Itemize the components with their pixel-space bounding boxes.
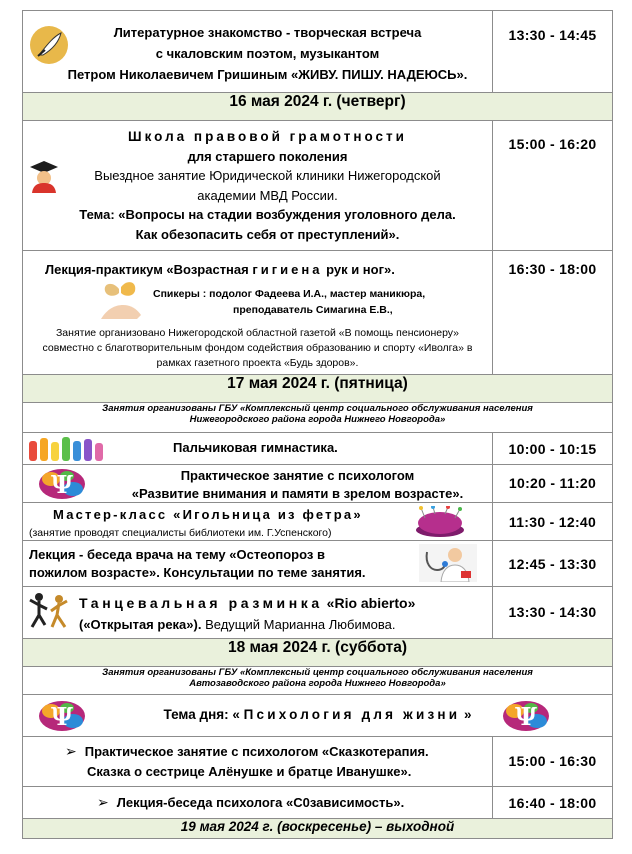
event-line: Практическое занятие с психологом «Сказкотерапия. (84, 744, 429, 759)
organizer-row-17 (23, 403, 613, 433)
note-line: Занятие организовано Нижегородской областной газетой «В помощь пенсионеру» (55, 327, 460, 339)
event-title: Школа правовой грамотности (128, 129, 407, 144)
event-description (23, 737, 493, 787)
note-line: совместно с благотворительным фондом содействия образованию и спорту «Иволга» в (42, 342, 473, 354)
raised-hands-icon (27, 435, 111, 461)
organizer-line: Автозаводского района города Нижнего Новгорода» (189, 678, 446, 689)
time-text: 13:30 - 14:30 (508, 604, 597, 620)
day-header-16 (23, 93, 613, 121)
event-time (493, 787, 613, 819)
day-header-17 (23, 375, 613, 403)
day-title (23, 639, 613, 667)
event-time (493, 541, 613, 587)
event-description (23, 11, 493, 93)
event-row-master-class (23, 503, 613, 541)
event-line-part: («Открытая река»). (79, 617, 202, 632)
event-description (23, 465, 493, 503)
organizer-line: Нижегородского района города Нижнего Новгорода» (189, 414, 446, 425)
event-row-finger-gymnastics (23, 433, 613, 465)
event-row-legal-school (23, 121, 613, 251)
event-description (23, 587, 493, 639)
speaker-line: преподаватель Симагина Е.В., (233, 304, 393, 316)
event-time (493, 503, 613, 541)
event-time (493, 121, 613, 251)
event-title: Лекция-беседа психолога «С0зависимость». (116, 795, 405, 810)
event-line: «Развитие внимания и памяти в зрелом возрасте». (131, 485, 464, 501)
day-title-text: 16 мая 2024 г. (четверг) (229, 93, 406, 110)
footer-text (23, 819, 613, 839)
event-description (23, 541, 493, 587)
event-row-literary-meeting (23, 11, 613, 93)
time-text: 12:45 - 13:30 (508, 556, 597, 572)
bullet-arrow-icon: ➢ (97, 794, 109, 810)
event-title (45, 262, 395, 277)
psi-icon (501, 699, 551, 733)
speaker-line: Спикеры : подолог Фадеева И.А., мастер маникюра, (153, 288, 426, 300)
event-title: Пальчиковая гимнастика. (173, 440, 338, 455)
note-line: рамках газетного проекта «Будь здоров». (156, 357, 359, 369)
svg-text:Ψ: Ψ (515, 702, 537, 731)
organizer-text (23, 403, 613, 433)
time-text: 15:00 - 16:30 (508, 753, 597, 769)
theme-of-day (23, 695, 613, 737)
event-time (493, 251, 613, 375)
event-title: Мастер-класс «Игольница из фетра» (53, 507, 363, 522)
day-off-text: 19 мая 2024 г. (воскресенье) – выходной (180, 819, 455, 834)
event-line: Практическое занятие с психологом (180, 468, 415, 483)
event-row-dance-warmup (23, 587, 613, 639)
event-title-part: Танцевальная разминка (79, 595, 323, 611)
event-line-part: Ведущий Марианна Любимова. (201, 617, 396, 632)
day-title (23, 375, 613, 403)
time-text: 13:30 - 14:45 (508, 27, 597, 43)
theme-title: Психология для жизни (243, 707, 461, 722)
footer-row (23, 819, 613, 839)
doctor-icon (419, 544, 477, 582)
event-row-psychologist-memory (23, 465, 613, 503)
event-title-part: рук и ног». (322, 262, 395, 277)
event-description (23, 251, 493, 375)
day-title-text: 17 мая 2024 г. (пятница) (227, 375, 408, 392)
event-subtitle: для старшего поколения (187, 148, 348, 164)
svg-text:Ψ: Ψ (51, 470, 73, 499)
time-text: 16:30 - 18:00 (508, 261, 597, 277)
event-line: пожилом возрасте». Консультации по теме занятия. (29, 565, 366, 580)
event-time (493, 11, 613, 93)
organizer-line: Занятия организованы ГБУ «Комплексный центр социального обслуживания населения (102, 667, 533, 678)
theme-suffix: » (460, 707, 472, 722)
organizer-line: Занятия организованы ГБУ «Комплексный центр социального обслуживания населения (102, 403, 533, 414)
event-description (23, 503, 493, 541)
event-title-part: гигиена (252, 262, 323, 277)
event-note (23, 326, 492, 371)
event-row-osteoporosis (23, 541, 613, 587)
time-text: 10:00 - 10:15 (508, 441, 597, 457)
event-line: с чкаловским поэтом, музыкантом (155, 46, 380, 61)
dancers-icon (27, 591, 73, 631)
event-speakers (153, 286, 425, 318)
theme-prefix: Тема дня: « (163, 707, 244, 722)
event-row-hygiene-lecture (23, 251, 613, 375)
day-header-18 (23, 639, 613, 667)
schedule-table (22, 10, 613, 839)
event-time (493, 465, 613, 503)
butterfly-hand-icon (97, 279, 143, 323)
event-line: Литературное знакомство - творческая встреча (113, 25, 422, 40)
event-description (23, 433, 493, 465)
event-description (23, 121, 493, 251)
event-row-fairy-tale-therapy (23, 737, 613, 787)
bullet-arrow-icon: ➢ (65, 743, 77, 759)
time-text: 16:40 - 18:00 (508, 795, 597, 811)
event-title-part: «Rio abierto» (322, 595, 416, 611)
event-time (493, 587, 613, 639)
event-topic: Тема: «Вопросы на стадии возбуждения уголовного дела. (79, 207, 456, 222)
event-title-part: Лекция-практикум «Возрастная (45, 262, 253, 277)
event-line: академии МВД России. (197, 187, 338, 203)
event-line: Сказка о сестрице Алёнушке и братце Иванушке». (87, 764, 412, 779)
psi-icon (37, 467, 87, 501)
pincushion-icon (413, 506, 467, 538)
time-text: 15:00 - 16:20 (508, 136, 597, 152)
time-text: 11:30 - 12:40 (508, 514, 597, 530)
organizer-row-18 (23, 667, 613, 695)
svg-text:Ψ: Ψ (51, 702, 73, 731)
event-description (23, 787, 493, 819)
event-line: Выездное занятие Юридической клиники Нижегородской (94, 168, 441, 183)
event-row-theme-of-day (23, 695, 613, 737)
event-time (493, 737, 613, 787)
event-row-codependency (23, 787, 613, 819)
day-title (23, 93, 613, 121)
time-text: 10:20 - 11:20 (508, 475, 597, 491)
event-topic: Как обезопасить себя от преступлений». (135, 226, 400, 242)
event-line: Лекция - беседа врача на тему «Остеопороз в (29, 547, 325, 562)
event-line: Петром Николаевичем Гришиным «ЖИВУ. ПИШУ. НАДЕЮСЬ». (67, 67, 468, 82)
event-time (493, 433, 613, 465)
organizer-text (23, 667, 613, 695)
day-title-text: 18 мая 2024 г. (суббота) (227, 639, 408, 656)
event-note: (занятие проводят специалисты библиотеки им. Г.Успенского) (29, 527, 332, 539)
